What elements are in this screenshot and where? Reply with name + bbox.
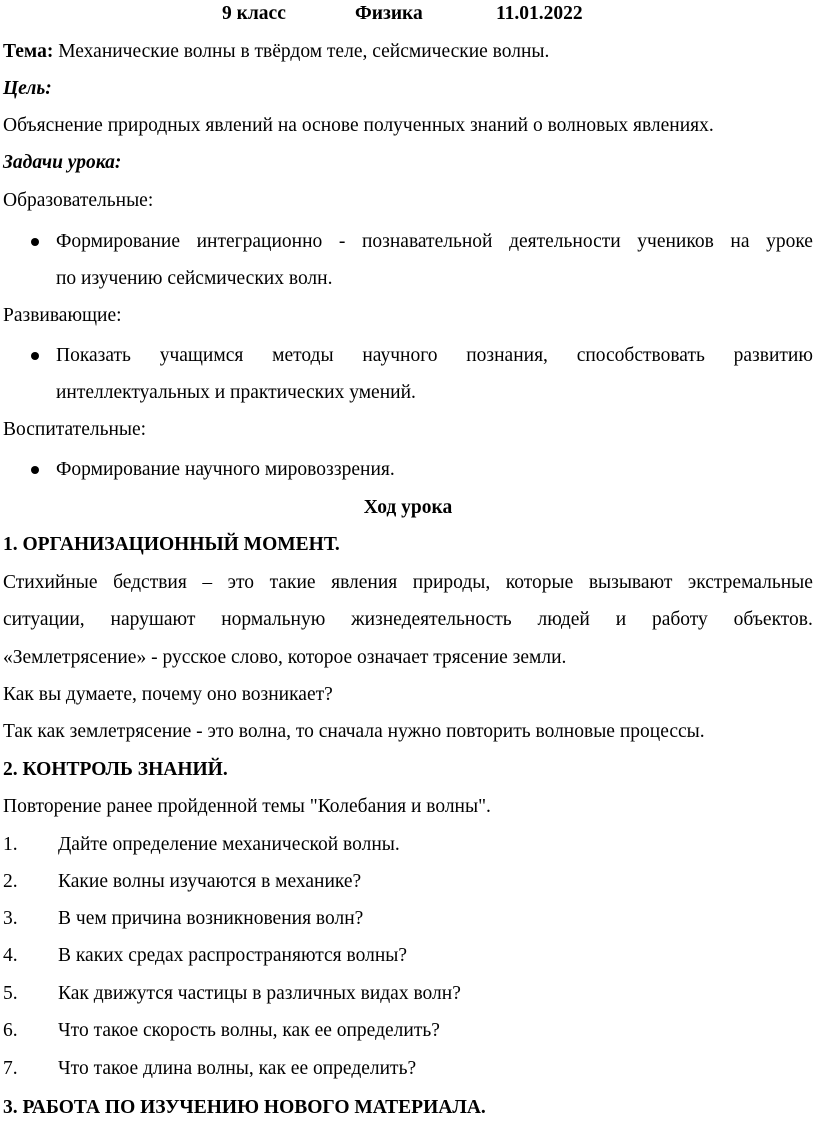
goal-label: Цель: bbox=[3, 78, 52, 99]
list-item-number: 7. bbox=[3, 1058, 18, 1079]
list-item-number: 5. bbox=[3, 983, 18, 1004]
list-item-number: 3. bbox=[3, 908, 18, 929]
list-item: Какие волны изучаются в механике? bbox=[58, 871, 362, 892]
grade-label: 9 класс bbox=[222, 3, 286, 24]
section2-intro: Повторение ранее пройденной темы "Колебания и волны". bbox=[3, 796, 491, 817]
list-item-number: 4. bbox=[3, 945, 18, 966]
list-item: Что такое длина волны, как ее определить? bbox=[58, 1058, 417, 1079]
list-item: Дайте определение механической волны. bbox=[58, 834, 400, 855]
list-item-number: 6. bbox=[3, 1020, 18, 1041]
topic-text: Механические волны в твёрдом теле, сейсмические волны. bbox=[58, 41, 550, 62]
educational-bullet-line2: по изучению сейсмических волн. bbox=[56, 268, 333, 289]
list-item-number: 1. bbox=[3, 834, 18, 855]
subject-label: Физика bbox=[355, 3, 423, 24]
lesson-title: Ход урока bbox=[363, 497, 453, 518]
list-item: Как движутся частицы в различных видах волн? bbox=[58, 983, 461, 1004]
section1-title: 1. ОРГАНИЗАЦИОННЫЙ МОМЕНТ. bbox=[3, 534, 340, 555]
topic-line bbox=[3, 40, 549, 64]
bullet-icon bbox=[31, 352, 39, 360]
bullet-icon bbox=[31, 238, 39, 246]
list-item: Что такое скорость волны, как ее определить? bbox=[58, 1020, 440, 1041]
goal-text: Объяснение природных явлений на основе полученных знаний о волновых явлениях. bbox=[3, 115, 714, 136]
section1-question: Как вы думаете, почему оно возникает? bbox=[3, 684, 333, 705]
educational-label: Образовательные: bbox=[3, 190, 154, 211]
topic-label: Тема: bbox=[3, 41, 54, 62]
educational-bullet-line1: Формирование интеграционно - познавательной деятельности учеников на уроке bbox=[56, 231, 813, 252]
section2-title: 2. КОНТРОЛЬ ЗНАНИЙ. bbox=[3, 759, 228, 780]
list-item-number: 2. bbox=[3, 871, 18, 892]
upbringing-bullet-line1: Формирование научного мировоззрения. bbox=[56, 459, 395, 480]
developing-label: Развивающие: bbox=[3, 305, 122, 326]
developing-bullet-line1: Показать учащимся методы научного познания, способствовать развитию bbox=[56, 345, 813, 366]
section1-transition: Так как землетрясение - это волна, то сначала нужно повторить волновые процессы. bbox=[3, 721, 705, 742]
tasks-label: Задачи урока: bbox=[3, 152, 122, 173]
section1-para-line3: «Землетрясение» - русское слово, которое означает трясение земли. bbox=[3, 647, 567, 668]
list-item: В каких средах распространяются волны? bbox=[58, 945, 408, 966]
list-item: В чем причина возникновения волн? bbox=[58, 908, 364, 929]
bullet-icon bbox=[31, 466, 39, 474]
section3-title: 3. РАБОТА ПО ИЗУЧЕНИЮ НОВОГО МАТЕРИАЛА. bbox=[3, 1097, 486, 1118]
date-label: 11.01.2022 bbox=[496, 3, 583, 24]
section1-para-line1: Стихийные бедствия – это такие явления природы, которые вызывают экстремальные bbox=[3, 572, 813, 593]
section1-para-line2: ситуации, нарушают нормальную жизнедеятельность людей и работу объектов. bbox=[3, 609, 813, 630]
developing-bullet-line2: интеллектуальных и практических умений. bbox=[56, 382, 416, 403]
upbringing-label: Воспитательные: bbox=[3, 419, 147, 440]
